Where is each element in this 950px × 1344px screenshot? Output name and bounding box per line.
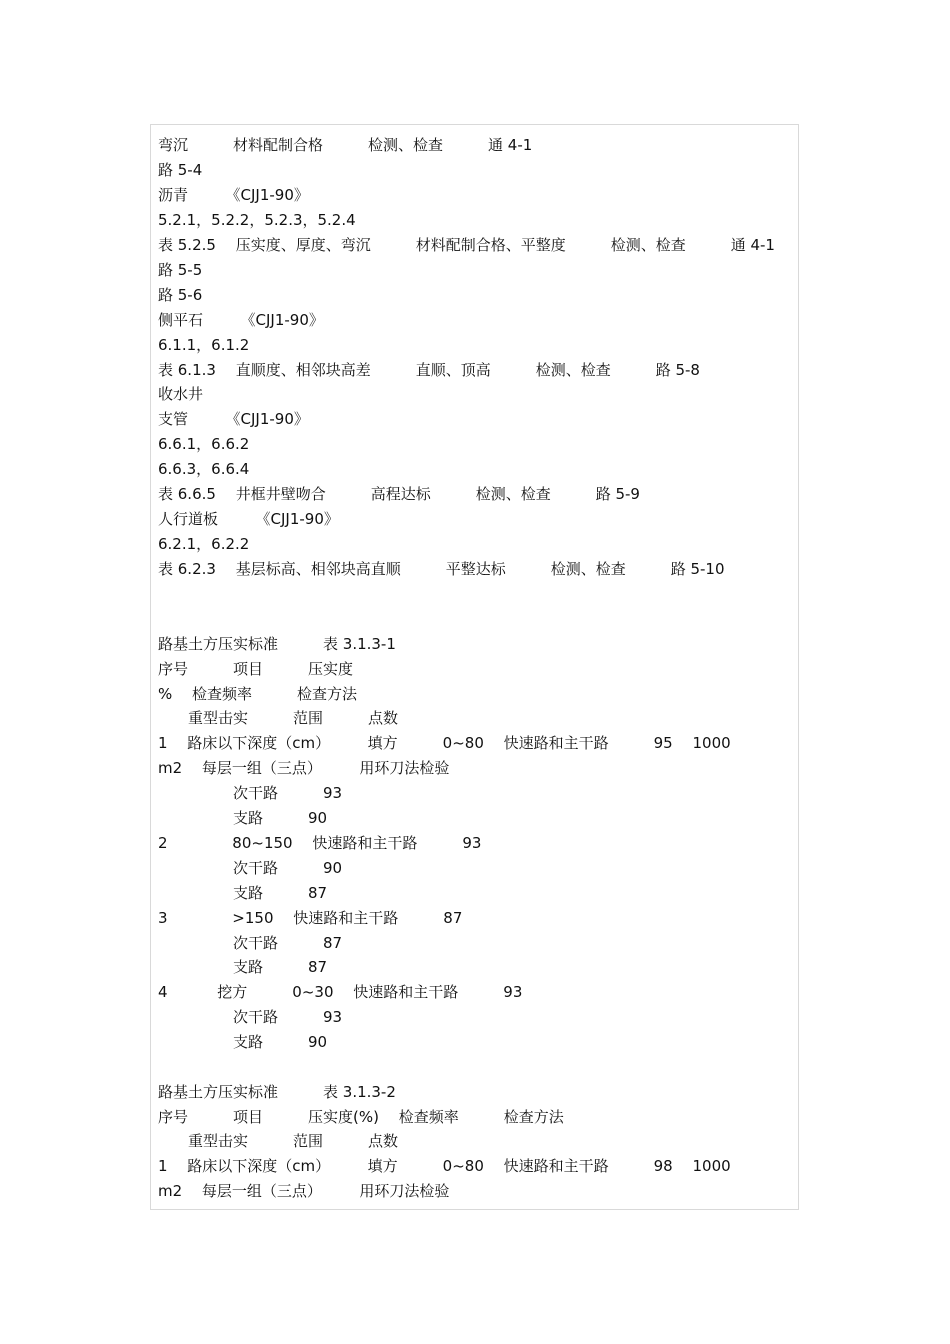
doc-line: 1 路床以下深度（cm） 填方 0~80 快速路和主干路 98 1000 [158, 1157, 731, 1175]
doc-line: 表 5.2.5 压实度、厚度、弯沉 材料配制合格、平整度 检测、检查 通 4-1 [158, 236, 775, 254]
doc-line: 6.6.3，6.6.4 [158, 460, 250, 478]
doc-line: 次干路 90 [158, 859, 343, 877]
doc-line: 重型击实 范围 点数 [158, 1132, 399, 1150]
doc-line: % 检查频率 检查方法 [158, 685, 358, 703]
doc-line: 支路 90 [158, 809, 328, 827]
doc-line: 路 5-4 [158, 161, 203, 179]
doc-line: 1 路床以下深度（cm） 填方 0~80 快速路和主干路 95 1000 [158, 734, 731, 752]
doc-line: 人行道板 《CJJ1-90》 [158, 510, 339, 528]
doc-line: 2 80~150 快速路和主干路 93 [158, 834, 482, 852]
doc-line: 序号 项目 压实度(%) 检查频率 检查方法 [158, 1108, 564, 1126]
doc-line: m2 每层一组（三点） 用环刀法检验 [158, 1182, 450, 1200]
doc-line: 支管 《CJJ1-90》 [158, 410, 309, 428]
doc-line: 重型击实 范围 点数 [158, 709, 399, 727]
doc-line: 次干路 93 [158, 1008, 343, 1026]
doc-line: 6.6.1，6.6.2 [158, 435, 250, 453]
doc-line: 次干路 93 [158, 784, 343, 802]
table-title: 路基土方压实标准 表 3.1.3-2 [158, 1083, 396, 1101]
doc-line: 表 6.6.5 井框井壁吻合 高程达标 检测、检查 路 5-9 [158, 485, 640, 503]
doc-line: 支路 87 [158, 958, 328, 976]
doc-line: 4 挖方 0~30 快速路和主干路 93 [158, 983, 523, 1001]
doc-line: 次干路 87 [158, 934, 343, 952]
doc-line: 表 6.2.3 基层标高、相邻块高直顺 平整达标 检测、检查 路 5-10 [158, 560, 725, 578]
doc-line: 收水井 [158, 385, 204, 403]
doc-line: 沥青 《CJJ1-90》 [158, 186, 309, 204]
table-title: 路基土方压实标准 表 3.1.3-1 [158, 635, 396, 653]
doc-line: 路 5-5 [158, 261, 203, 279]
doc-line: 侧平石 《CJJ1-90》 [158, 311, 324, 329]
doc-line: 表 6.1.3 直顺度、相邻块高差 直顺、顶高 检测、检查 路 5-8 [158, 361, 700, 379]
doc-line: m2 每层一组（三点） 用环刀法检验 [158, 759, 450, 777]
doc-line: 6.2.1，6.2.2 [158, 535, 250, 553]
doc-line: 支路 87 [158, 884, 328, 902]
doc-line: 6.1.1，6.1.2 [158, 336, 250, 354]
doc-line: 5.2.1，5.2.2，5.2.3，5.2.4 [158, 211, 356, 229]
doc-line: 3 >150 快速路和主干路 87 [158, 909, 463, 927]
doc-line: 支路 90 [158, 1033, 328, 1051]
doc-line: 路 5-6 [158, 286, 203, 304]
doc-line: 弯沉 材料配制合格 检测、检查 通 4-1 [158, 136, 533, 154]
doc-line: 序号 项目 压实度 [158, 660, 354, 678]
